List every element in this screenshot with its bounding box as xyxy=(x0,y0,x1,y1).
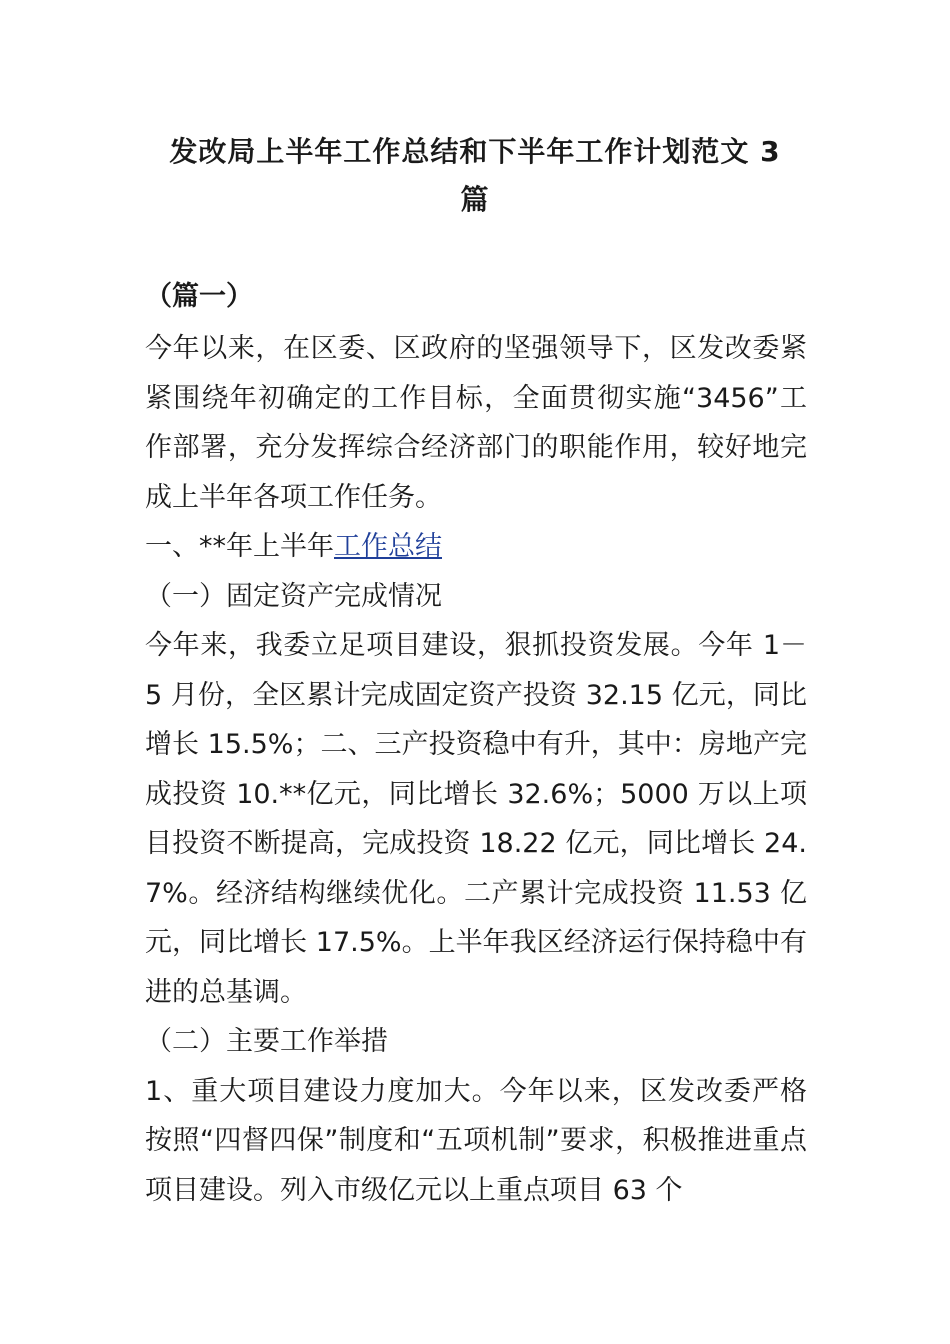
document-body xyxy=(145,270,807,1215)
intro-paragraph: 今年以来，在区委、区政府的坚强领导下，区发改委紧紧围绕年初确定的工作目标，全面贯彻实施“3456”工作部署，充分发挥综合经济部门的职能作用，较好地完成上半年各项工作任务。 xyxy=(145,333,807,513)
investment-paragraph: 今年来，我委立足项目建设，狠抓投资发展。今年 1－5 月份，全区累计完成固定资产投资 32.15 亿元，同比增长 15.5%；二、三产投资稳中有升，其中：房地产完成投资 10.**亿元，同比增长 32.6%；5000 万以上项目投资不断提高，完成投资 18.22 亿元，同比增长 24.7%。经济结构继续优化。二产累计完成投资 11.53 亿元，同比增长 17.5%。上半年我区经济运行保持稳中有进的总基调。 xyxy=(145,630,807,1008)
work-summary-link[interactable]: 工作总结 xyxy=(334,531,442,562)
title-line-2: 篇 xyxy=(460,183,490,216)
subheading-fixed-assets: （一）固定资产完成情况 xyxy=(145,580,442,612)
measures-paragraph: 1、重大项目建设力度加大。今年以来，区发改委严格按照“四督四保”制度和“五项机制”要求，积极推进重点项目建设。列入市级亿元以上重点项目 63 个 xyxy=(145,1075,807,1206)
heading-1-prefix: 一、**年上半年 xyxy=(145,531,334,562)
heading-1 xyxy=(145,522,807,572)
subheading-main-measures: （二）主要工作举措 xyxy=(145,1026,388,1057)
document-title xyxy=(145,128,805,224)
title-line-1: 发改局上半年工作总结和下半年工作计划范文 3 xyxy=(169,135,781,168)
section-label: （篇一） xyxy=(145,281,253,312)
